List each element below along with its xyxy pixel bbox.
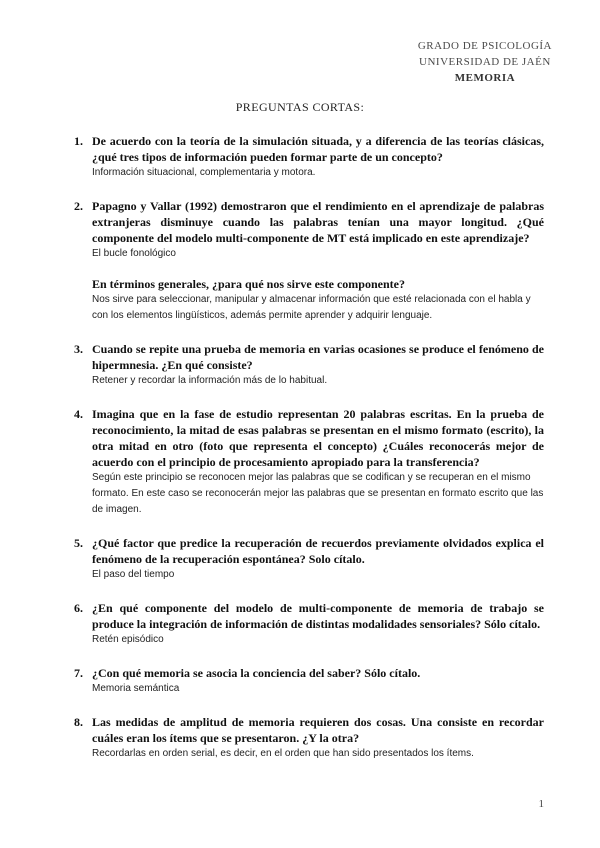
question-number: 8.: [74, 715, 83, 729]
question-number: 1.: [74, 134, 83, 148]
question-text: Papagno y Vallar (1992) demostraron que el rendimiento en el aprendizaje de palabras extranjeras disminuye cuando las palabras tenían una mayor longitud. ¿Qué componente del modelo multi-componente de MT está implicado en este aprendizaje?: [92, 199, 544, 245]
question-text: ¿En qué componente del modelo de multi-componente de memoria de trabajo se produce la integración de información de distintas modalidades sensoriales? Sólo cítalo.: [92, 601, 544, 631]
header-degree: GRADO DE PSICOLOGÍA: [417, 40, 552, 52]
answer-text: Retener y recordar la información más de lo habitual.: [92, 375, 328, 386]
answer-text: El paso del tiempo: [92, 569, 175, 580]
header-university: UNIVERSIDAD DE JAÉN: [419, 56, 551, 68]
question-text: ¿Con qué memoria se asocia la conciencia del saber? Sólo cítalo.: [92, 666, 421, 680]
question-text: Las medidas de amplitud de memoria requieren dos cosas. Una consiste en recordar cuáles eran los ítems que se presentaron. ¿Y la otra?: [92, 715, 544, 745]
sub-answer-text: Nos sirve para seleccionar, manipular y almacenar información que esté relacionada con el habla y con los elementos lingüísticos, además permite aprender y adquirir lenguaje.: [92, 294, 531, 321]
answer-text: El bucle fonológico: [92, 248, 176, 259]
question-number: 2.: [74, 199, 83, 213]
document-header: [418, 38, 552, 86]
question-number: 3.: [74, 342, 83, 356]
question-4: [74, 406, 544, 518]
question-6: [74, 600, 544, 648]
question-number: 5.: [74, 536, 83, 550]
question-list: [74, 133, 544, 779]
answer-text: Recordarlas en orden serial, es decir, en el orden que han sido presentados los ítems.: [92, 748, 474, 759]
answer-text: Retén episódico: [92, 634, 164, 645]
page-number: 1: [538, 798, 544, 810]
page-title: PREGUNTAS CORTAS:: [235, 100, 365, 114]
question-2: [74, 198, 544, 324]
header-subject: MEMORIA: [454, 72, 516, 84]
question-5: [74, 535, 544, 583]
answer-text: Información situacional, complementaria y motora.: [92, 167, 316, 178]
question-number: 6.: [74, 601, 83, 615]
question-text: Imagina que en la fase de estudio representan 20 palabras escritas. En la prueba de reconocimiento, la mitad de esas palabras se presentan en el mismo formato (escrito), la otra mitad en otro (foto que representa el concepto) ¿Cuáles reconocerás mejor de acuerdo con el principio de procesamiento apropiado para la transferencia?: [92, 407, 544, 469]
sub-question-text: En términos generales, ¿para qué nos sirve este componente?: [92, 277, 405, 291]
question-7: [74, 665, 544, 697]
question-text: ¿Qué factor que predice la recuperación de recuerdos previamente olvidados explica el fenómeno de la recuperación espontánea? Solo cítalo.: [92, 536, 544, 566]
question-3: [74, 341, 544, 389]
question-text: Cuando se repite una prueba de memoria en varias ocasiones se produce el fenómeno de hipermnesia. ¿En qué consiste?: [92, 342, 544, 372]
question-1: [74, 133, 544, 181]
question-8: [74, 714, 544, 762]
question-text: De acuerdo con la teoría de la simulación situada, y a diferencia de las teorías clásicas, ¿qué tres tipos de información pueden formar parte de un concepto?: [92, 134, 544, 164]
answer-text: Memoria semántica: [92, 683, 180, 694]
question-number: 7.: [74, 666, 83, 680]
question-number: 4.: [74, 407, 83, 421]
answer-text: Según este principio se reconocen mejor las palabras que se codifican y se recuperan en el mismo formato. En este caso se reconocerán mejor las palabras que se presentan en formato escrito que las de imagen.: [92, 472, 544, 515]
